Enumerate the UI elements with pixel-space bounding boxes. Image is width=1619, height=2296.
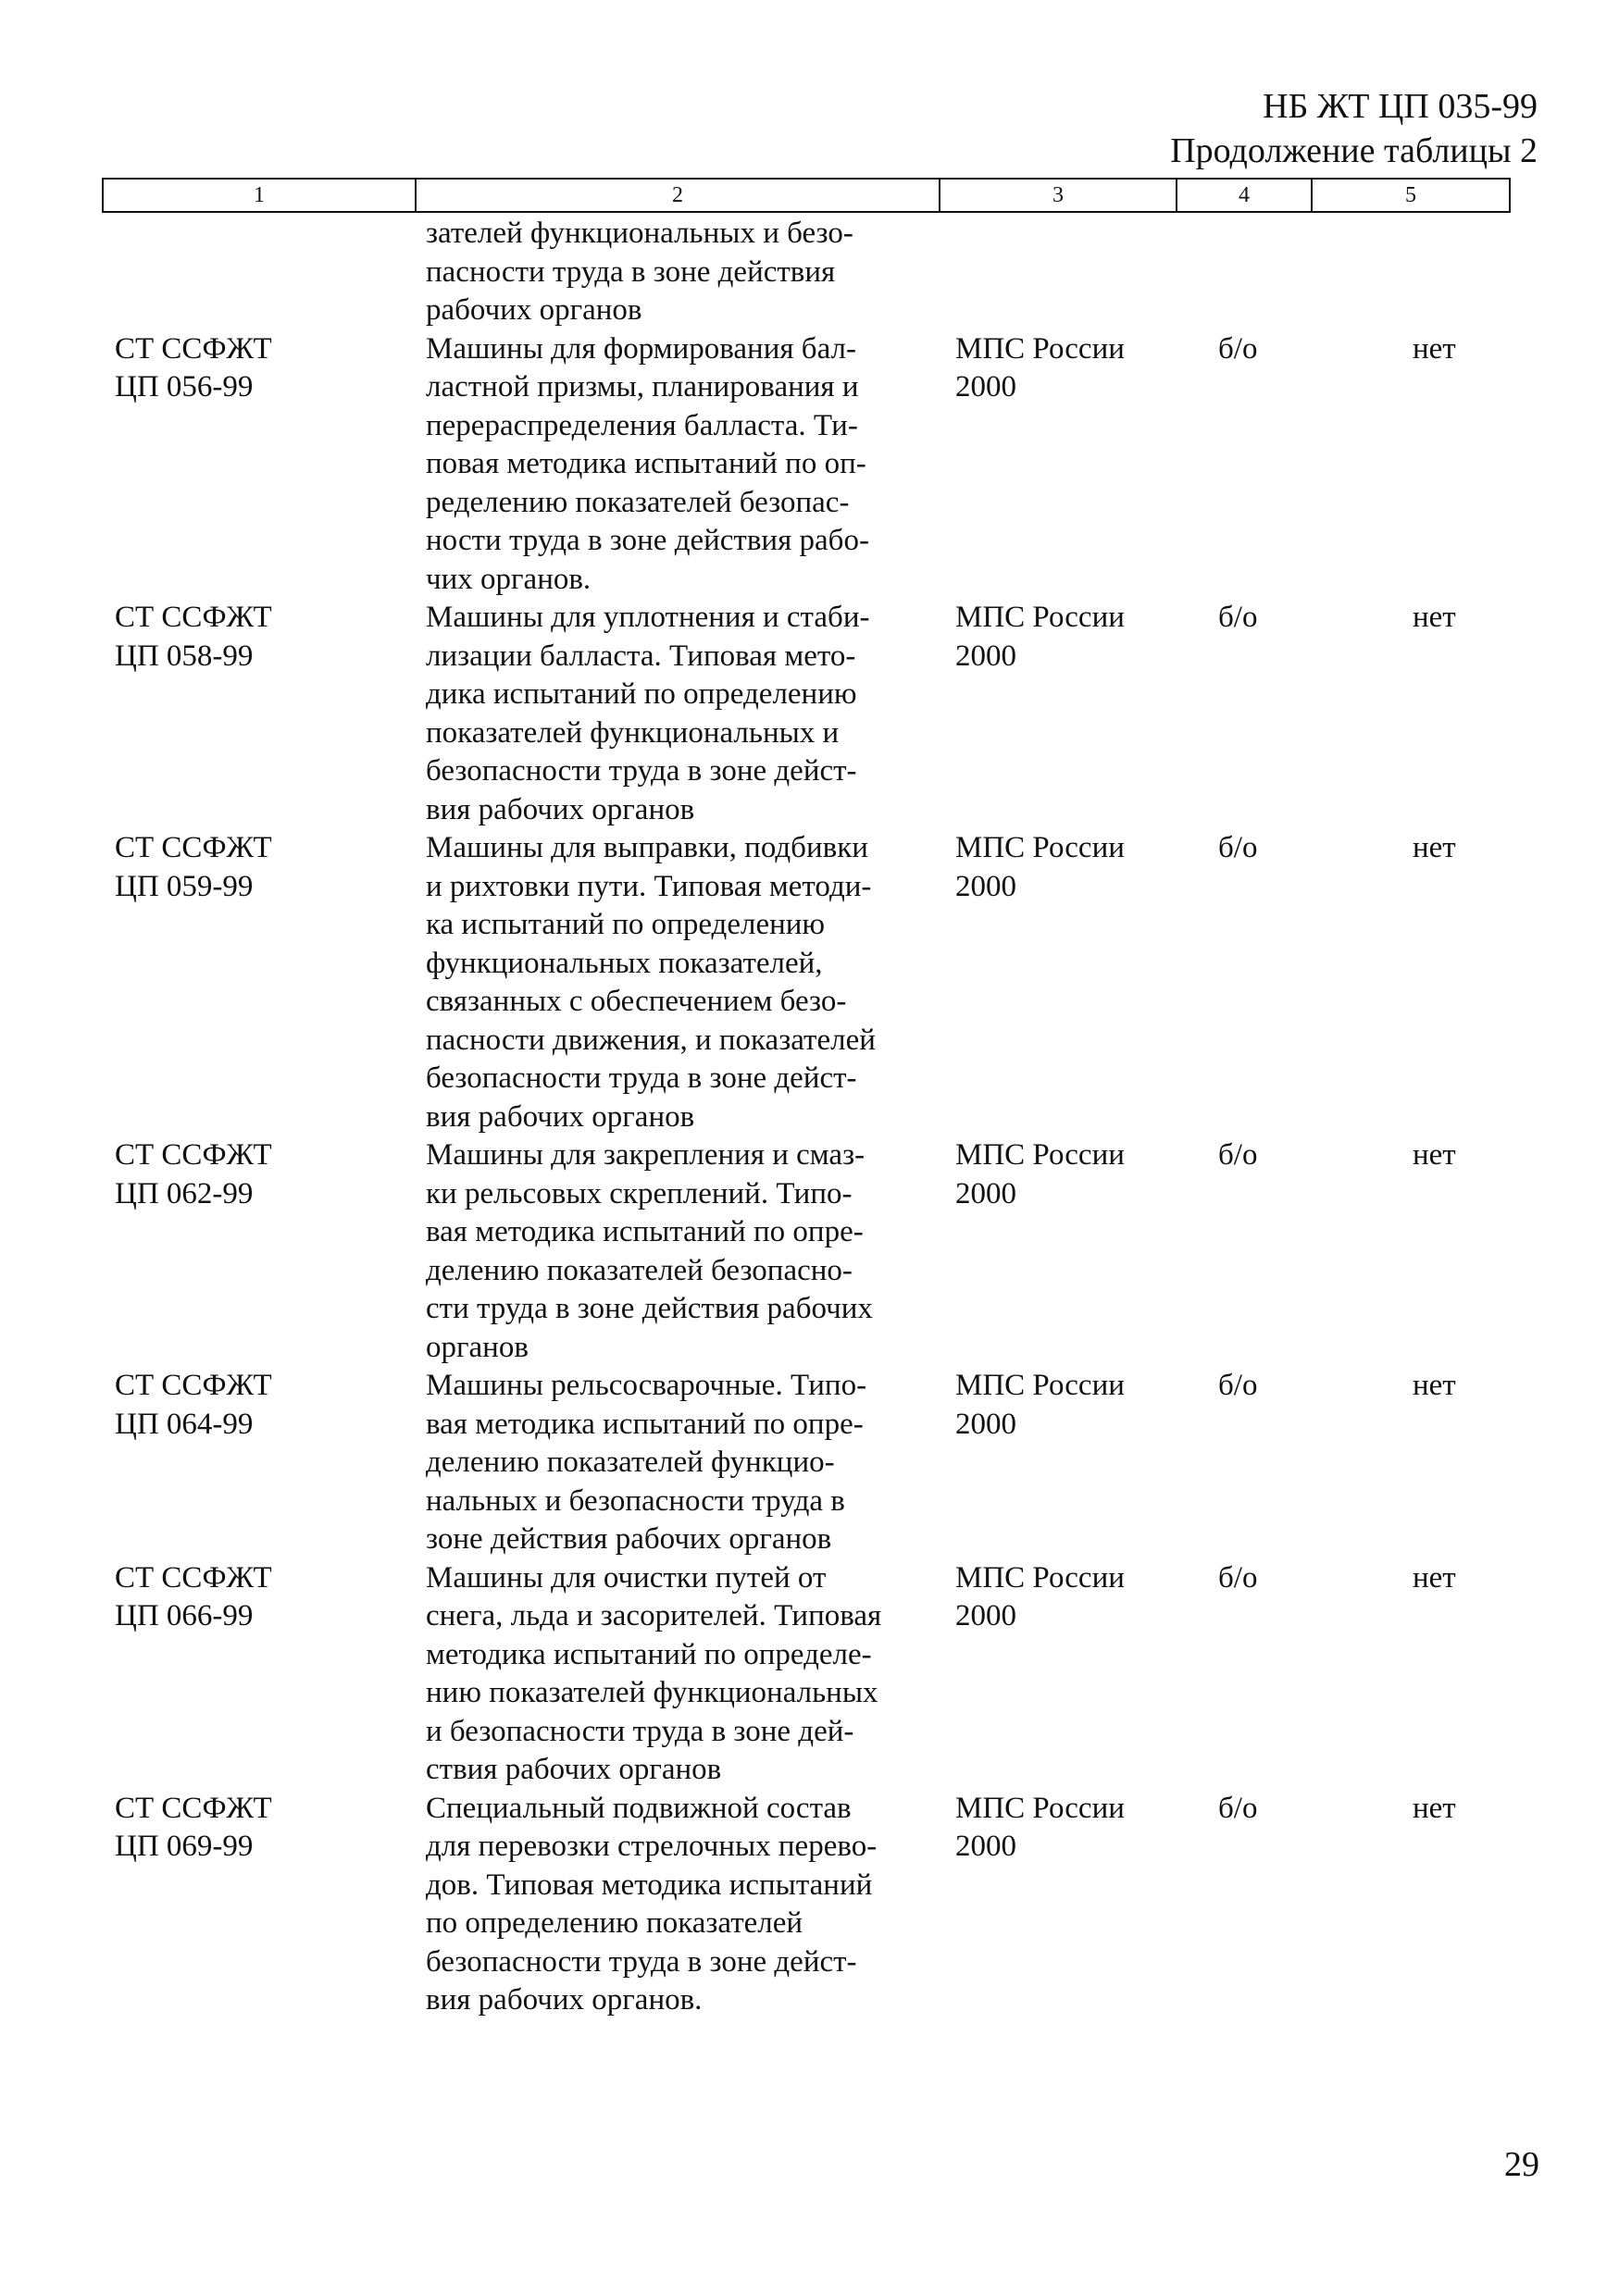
- standard-code-line: СТ ССФЖТ: [115, 1369, 272, 1402]
- row-number-cell: б/о: [1218, 1138, 1258, 1172]
- standard-code-number: ЦП 058-99: [115, 639, 254, 673]
- row-approved-cell: МПС России 2000: [955, 831, 1125, 903]
- standard-code-line: СТ ССФЖТ: [115, 1560, 272, 1595]
- standards-table-body: [102, 215, 1511, 2020]
- standard-code-number: ЦП 056-99: [115, 370, 254, 403]
- row-approved-cell: МПС России 2000: [955, 601, 1125, 673]
- row-title-cell: Машины для формирования бал- ластной призмы, планирования и перераспределения балласта. Ти- повая методика испытаний по оп- ределению показателей безопас- ности труда в зоне действия рабо- чих органов.: [426, 331, 869, 596]
- row-code-cell: [102, 1367, 415, 1444]
- table-row: [102, 1136, 1511, 1367]
- row-status-cell: нет: [1413, 831, 1456, 864]
- row-title-cell: Машины для очистки путей от снега, льда и засорителей. Типовая методика испытаний по определе- нию показателей функциональных и безопасности труда в зоне дей- ствия рабочих органов: [426, 1560, 882, 1786]
- table-row-continued: [102, 215, 1511, 330]
- row-status-cell: нет: [1413, 1791, 1456, 1825]
- row-status-cell: нет: [1413, 1369, 1456, 1402]
- row-approved-cell: МПС России 2000: [955, 1138, 1125, 1210]
- row-code-cell: [102, 1136, 415, 1213]
- column-number-1: 1: [104, 180, 417, 211]
- document-code: НБ ЖТ ЦП 035-99: [1263, 87, 1538, 126]
- table-row: [102, 1790, 1511, 2020]
- row-number-cell: б/о: [1218, 831, 1258, 864]
- row-number-cell: б/о: [1218, 1369, 1258, 1402]
- column-number-3: 3: [940, 180, 1177, 211]
- row-code-cell: [102, 1559, 415, 1636]
- page-number: 29: [1504, 2145, 1539, 2184]
- row-title-cell: Машины для выправки, подбивки и рихтовки пути. Типовая методи- ка испытаний по определению функциональных показателей, связанных с обеспечением безо- пасности движения, и показателей безопасности труда в зоне дейст- вия рабочих органов: [426, 831, 876, 1134]
- row-status-cell: нет: [1413, 1138, 1456, 1172]
- row-approved-cell: МПС России 2000: [955, 1560, 1125, 1632]
- row-status-cell: нет: [1413, 601, 1456, 634]
- row-approved-cell: МПС России 2000: [955, 1791, 1125, 1863]
- row-number-cell: б/о: [1218, 1560, 1258, 1595]
- standard-code-line: СТ ССФЖТ: [115, 831, 272, 864]
- table-row: [102, 829, 1511, 1136]
- row-status-cell: нет: [1413, 1560, 1456, 1595]
- standard-code-line: СТ ССФЖТ: [115, 601, 272, 634]
- standard-code-number: ЦП 069-99: [115, 1830, 254, 1863]
- row-approved-cell: МПС России 2000: [955, 1369, 1125, 1441]
- row-number-cell: б/о: [1218, 601, 1258, 634]
- standard-code-number: ЦП 064-99: [115, 1407, 254, 1441]
- row-number-cell: б/о: [1218, 1791, 1258, 1825]
- row-code-cell: [102, 829, 415, 906]
- row-title-cell: Специальный подвижной состав для перевозки стрелочных перево- дов. Типовая методика испытаний по определению показателей безопасности труда в зоне дейст- вия рабочих органов.: [426, 1791, 878, 2017]
- row-title-cell: зателей функциональных и безо- пасности труда в зоне действия рабочих органов: [426, 217, 853, 327]
- table-column-number-row: [102, 178, 1511, 213]
- table-row: [102, 330, 1511, 600]
- column-number-4: 4: [1177, 180, 1313, 211]
- table-row: [102, 599, 1511, 829]
- table-continuation-label: Продолжение таблицы 2: [1170, 131, 1538, 170]
- row-code-cell: [102, 599, 415, 676]
- row-code-cell: [102, 330, 415, 407]
- table-row: [102, 1559, 1511, 1790]
- standard-code-number: ЦП 062-99: [115, 1176, 254, 1210]
- row-title-cell: Машины для закрепления и смаз- ки рельсовых скреплений. Типо- вая методика испытаний по опре- делению показателей безопасно- сти труда в зоне действия рабочих органов: [426, 1138, 873, 1364]
- row-approved-cell: МПС России 2000: [955, 331, 1125, 403]
- standard-code-line: СТ ССФЖТ: [115, 331, 272, 366]
- column-number-2: 2: [417, 180, 940, 211]
- table-row: [102, 1367, 1511, 1559]
- standard-code-number: ЦП 066-99: [115, 1599, 254, 1632]
- row-code-cell: [102, 1790, 415, 1867]
- standard-code-number: ЦП 059-99: [115, 869, 254, 903]
- row-title-cell: Машины для уплотнения и стаби- лизации балласта. Типовая мето- дика испытаний по определению показателей функциональных и безопасности труда в зоне дейст- вия рабочих органов: [426, 601, 870, 826]
- standard-code-line: СТ ССФЖТ: [115, 1791, 272, 1825]
- row-number-cell: б/о: [1218, 331, 1258, 366]
- row-title-cell: Машины рельсосварочные. Типо- вая методика испытаний по опре- делению показателей функцио- нальных и безопасности труда в зоне действия рабочих органов: [426, 1369, 867, 1556]
- standard-code-line: СТ ССФЖТ: [115, 1138, 272, 1172]
- column-number-5: 5: [1405, 183, 1416, 207]
- row-status-cell: нет: [1413, 331, 1456, 366]
